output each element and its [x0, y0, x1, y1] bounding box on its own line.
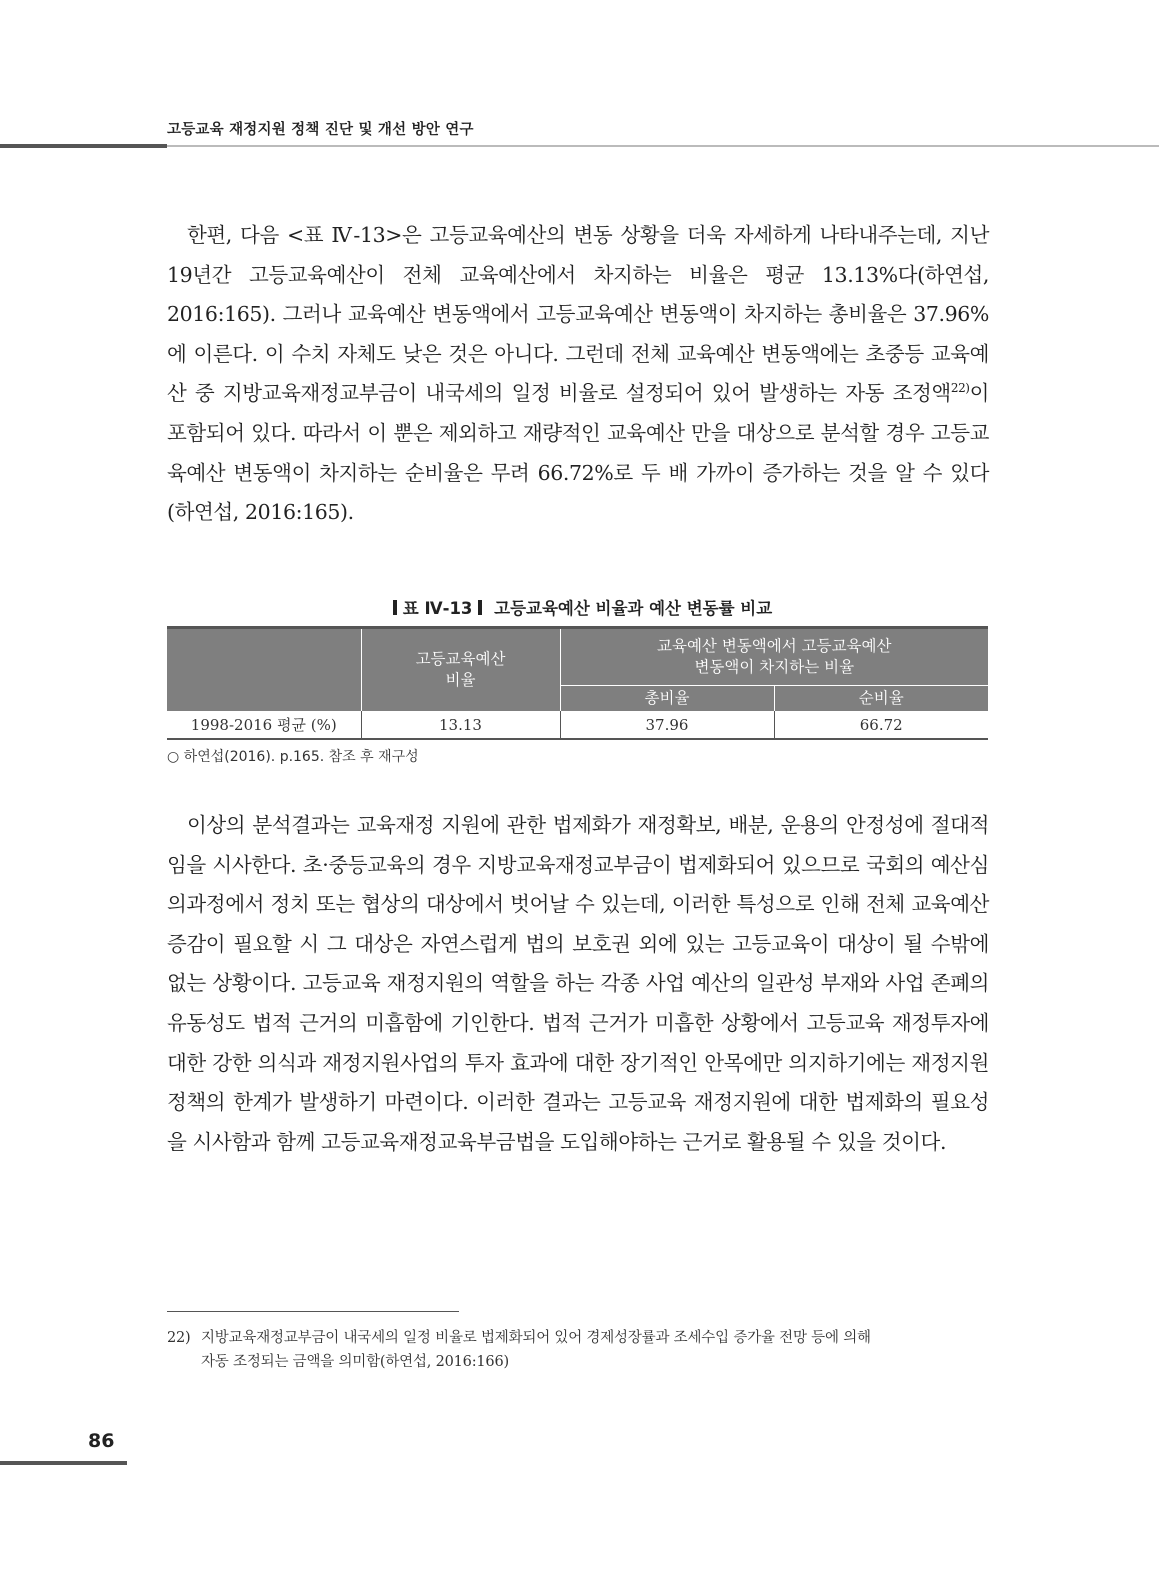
header-total-ratio: 총비율 [560, 686, 774, 712]
cell-ratio: 13.13 [361, 711, 560, 739]
header-ratio: 고등교육예산 비율 [361, 628, 560, 712]
comparison-table [167, 626, 988, 740]
table-row [167, 711, 988, 739]
page-number: 86 [88, 1430, 115, 1452]
header-change-group: 교육예산 변동액에서 고등교육예산 변동액이 차지하는 비율 [560, 628, 988, 686]
table-caption-label: 표 Ⅳ-13 [402, 599, 473, 618]
paragraph-2-text: 이상의 분석결과는 교육재정 지원에 관한 법제화가 재정확보, 배분, 운용의 안정성에 절대적임을 시사한다. 초·중등교육의 경우 지방교육재정교부금이 법제화되어 있으므로 국회의 예산심의과정에서 정치 또는 협상의 대상에서 벗어날 수 있는데, 이러한 특성으로 인해 전체 교육예산 증감이 필요할 시 그 대상은 자연스럽게 법의 보호권 외에 있는 고등교육이 대상이 될 수밖에 없는 상황이다. 고등교육 재정지원의 역할을 하는 각종 사업 예산의 일관성 부재와 사업 존폐의 유동성도 법적 근거의 미흡함에 기인한다. 법적 근거가 미흡한 상황에서 고등교육 재정투자에 대한 강한 의식과 재정지원사업의 투자 효과에 대한 장기적인 안목에만 의지하기에는 재정지원정책의 한계가 발생하기 마련이다. 이러한 결과는 고등교육 재정지원에 대한 법제화의 필요성을 시사함과 함께 고등교육재정교육부금법을 도입해야하는 근거로 활용될 수 있을 것이다. [167, 813, 989, 1154]
header-rule-accent [0, 144, 167, 148]
table-source-note: ○ 하연섭(2016). p.165. 참조 후 재구성 [167, 749, 419, 765]
footnote [167, 1326, 989, 1374]
header-empty-cell [167, 628, 361, 712]
row-label: 1998-2016 평균 (%) [167, 711, 361, 739]
paragraph-2 [167, 806, 989, 1162]
paragraph-1-text: 한편, 다음 <표 Ⅳ-13>은 고등교육예산의 변동 상황을 더욱 자세하게 나타내주는데, 지난 19년간 고등교육예산이 전체 교육예산에서 차지하는 비율은 평균 13.13%다(하연섭, 2016:165). 그러나 교육예산 변동액에서 고등교육예산 변동액이 차지하는 총비율은 37.96%에 이른다. 이 수치 자체도 낮은 것은 아니다. 그런데 전체 교육예산 변동액에는 초중등 교육예산 중 지방교육재정교부금이 내국세의 일정 비율로 설정되어 있어 발생하는 자동 조정액 [167, 223, 989, 406]
cell-total-ratio: 37.96 [560, 711, 774, 739]
footnote-divider [167, 1311, 459, 1312]
running-header-title: 고등교육 재정지원 정책 진단 및 개선 방안 연구 [167, 122, 474, 138]
table-caption-title: 고등교육예산 비율과 예산 변동률 비교 [494, 599, 773, 618]
paragraph-1 [167, 216, 989, 533]
cell-net-ratio: 66.72 [774, 711, 988, 739]
header-rule [167, 145, 1159, 147]
footnote-reference[interactable]: 22) [950, 381, 970, 396]
footnote-number: 22) [167, 1330, 191, 1346]
table-caption [0, 595, 1159, 619]
footnote-line-2: 자동 조정되는 금액을 의미함(하연섭, 2016:166) [201, 1354, 509, 1370]
footnote-line-1: 지방교육재정교부금이 내국세의 일정 비율로 법제화되어 있어 경제성장률과 조세수입 증가율 전망 등에 의해 [201, 1330, 871, 1346]
page-number-rule [0, 1461, 127, 1465]
header-net-ratio: 순비율 [774, 686, 988, 712]
paragraph-1-text-cont: 이 포함되어 있다. 따라서 이 뿐은 제외하고 재량적인 교육예산 만을 대상으로 분석할 경우 고등교육예산 변동액이 차지하는 순비율은 무려 66.72%로 두 배 가까이 증가하는 것을 알 수 있다(하연섭, 2016:165). [167, 381, 989, 525]
